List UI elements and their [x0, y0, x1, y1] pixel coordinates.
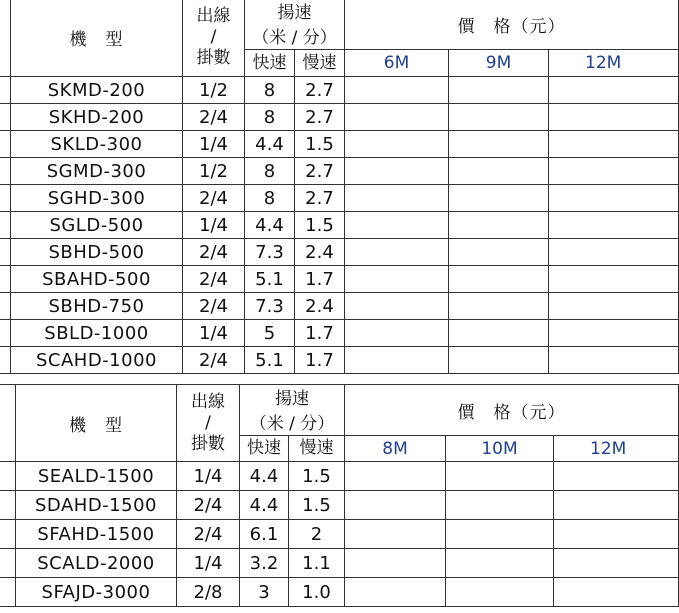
ratio-cell: 1/2 — [183, 77, 245, 104]
model-cell: SGHD-300 — [11, 185, 183, 212]
left-edge-cell — [0, 520, 16, 549]
left-edge-cell — [0, 491, 16, 520]
left-edge-cell — [0, 212, 11, 239]
left-edge-cell — [0, 131, 11, 158]
price-cell-2 — [449, 212, 549, 239]
price-cell-3 — [554, 520, 679, 549]
model-cell: SEALD-1500 — [16, 462, 177, 491]
ratio-cell: 1/2 — [183, 158, 245, 185]
outlet-header-line1: 出線 — [191, 391, 225, 412]
table-row — [0, 185, 679, 212]
model-cell: SKMD-200 — [11, 77, 183, 104]
fast-speed-cell: 4.4 — [245, 212, 295, 239]
length-header-3: 12M — [554, 436, 679, 462]
length-header-2: 9M — [449, 50, 549, 77]
price-cell-2 — [449, 320, 549, 347]
price-cell-3 — [549, 212, 679, 239]
left-edge-cell — [0, 462, 16, 491]
slow-speed-cell: 1.5 — [289, 491, 345, 520]
model-cell: SBHD-750 — [11, 293, 183, 320]
table2-body — [0, 462, 679, 607]
outlet-header — [183, 0, 245, 77]
model-cell: SCALD-2000 — [16, 549, 177, 578]
price-cell-1 — [345, 578, 446, 607]
table-row — [0, 212, 679, 239]
ratio-cell: 2/4 — [183, 347, 245, 374]
price-cell-3 — [554, 462, 679, 491]
model-cell: SGLD-500 — [11, 212, 183, 239]
table-row — [0, 131, 679, 158]
price-cell-1 — [345, 212, 449, 239]
slow-speed-cell: 2.7 — [295, 185, 345, 212]
outlet-header-line2: / — [205, 412, 211, 433]
ratio-cell: 1/4 — [183, 212, 245, 239]
fast-speed-cell: 5 — [245, 320, 295, 347]
ratio-cell: 2/4 — [183, 104, 245, 131]
fast-speed-cell: 8 — [245, 104, 295, 131]
price-cell-1 — [345, 185, 449, 212]
left-edge-cell — [0, 266, 11, 293]
slow-speed-cell: 1.5 — [295, 131, 345, 158]
model-cell: SBHD-500 — [11, 239, 183, 266]
price-cell-3 — [549, 158, 679, 185]
outlet-header-line3: 掛數 — [196, 48, 231, 68]
ratio-cell: 1/4 — [183, 131, 245, 158]
fast-speed-cell: 5.1 — [245, 266, 295, 293]
length-header-3: 12M — [549, 50, 679, 77]
fast-speed-cell: 5.1 — [245, 347, 295, 374]
ratio-cell: 2/4 — [177, 520, 240, 549]
fast-header: 快速 — [240, 436, 289, 462]
slow-speed-cell: 1.7 — [295, 266, 345, 293]
price-cell-1 — [345, 491, 446, 520]
price-cell-2 — [446, 578, 554, 607]
price-cell-3 — [554, 578, 679, 607]
model-cell: SGMD-300 — [11, 158, 183, 185]
slow-header: 慢速 — [295, 50, 345, 77]
model-header: 機 型 — [16, 385, 177, 462]
ratio-cell: 1/4 — [183, 320, 245, 347]
price-cell-2 — [449, 266, 549, 293]
fast-speed-cell: 8 — [245, 158, 295, 185]
price-cell-3 — [549, 239, 679, 266]
length-header-1: 8M — [345, 436, 446, 462]
table-row — [0, 347, 679, 374]
table-row — [0, 293, 679, 320]
price-header: 價 格（元） — [345, 0, 679, 50]
price-header: 價 格（元） — [345, 385, 679, 436]
price-cell-2 — [446, 462, 554, 491]
table-row — [0, 462, 679, 491]
price-cell-2 — [449, 239, 549, 266]
price-cell-2 — [446, 549, 554, 578]
fast-speed-cell: 6.1 — [240, 520, 289, 549]
left-edge-cell — [0, 578, 16, 607]
price-cell-1 — [345, 347, 449, 374]
outlet-header — [177, 385, 240, 462]
price-cell-3 — [549, 347, 679, 374]
model-cell: SKLD-300 — [11, 131, 183, 158]
model-cell: SBAHD-500 — [11, 266, 183, 293]
left-edge-cell — [0, 158, 11, 185]
price-cell-3 — [549, 293, 679, 320]
slow-speed-cell: 1.5 — [295, 212, 345, 239]
slow-speed-cell: 2 — [289, 520, 345, 549]
model-cell: SCAHD-1000 — [11, 347, 183, 374]
price-cell-1 — [345, 131, 449, 158]
fast-speed-cell: 4.4 — [245, 131, 295, 158]
model-cell: SDAHD-1500 — [16, 491, 177, 520]
ratio-cell: 2/8 — [177, 578, 240, 607]
speed-unit-header: （米 / 分） — [245, 28, 345, 50]
left-edge-cell — [0, 549, 16, 578]
fast-speed-cell: 3 — [240, 578, 289, 607]
fast-header: 快速 — [245, 50, 295, 77]
price-cell-1 — [345, 104, 449, 131]
table-row — [0, 491, 679, 520]
lift-speed-header: 揚速 — [245, 0, 345, 28]
table-row — [0, 520, 679, 549]
slow-speed-cell: 1.7 — [295, 347, 345, 374]
ratio-cell: 2/4 — [183, 239, 245, 266]
ratio-cell: 1/4 — [177, 549, 240, 578]
price-cell-1 — [345, 320, 449, 347]
outlet-header-line1: 出線 — [196, 6, 231, 26]
model-cell: SFAJD-3000 — [16, 578, 177, 607]
length-header-1: 6M — [345, 50, 449, 77]
price-cell-3 — [549, 104, 679, 131]
price-cell-3 — [549, 185, 679, 212]
table-row — [0, 158, 679, 185]
price-cell-1 — [345, 520, 446, 549]
left-edge-cell — [0, 239, 11, 266]
ratio-cell: 2/4 — [177, 491, 240, 520]
model-cell: SBLD-1000 — [11, 320, 183, 347]
fast-speed-cell: 8 — [245, 185, 295, 212]
slow-speed-cell: 2.7 — [295, 77, 345, 104]
price-cell-2 — [446, 491, 554, 520]
lift-speed-header: 揚速 — [240, 385, 345, 414]
fast-speed-cell: 4.4 — [240, 462, 289, 491]
ratio-cell: 1/4 — [177, 462, 240, 491]
table-row — [0, 320, 679, 347]
slow-speed-cell: 2.4 — [295, 239, 345, 266]
price-cell-3 — [549, 77, 679, 104]
slow-speed-cell: 1.1 — [289, 549, 345, 578]
price-cell-1 — [345, 462, 446, 491]
price-cell-3 — [549, 266, 679, 293]
ratio-cell: 2/4 — [183, 293, 245, 320]
model-header: 機 型 — [11, 0, 183, 77]
ratio-cell: 2/4 — [183, 266, 245, 293]
price-cell-2 — [449, 77, 549, 104]
price-table-2 — [0, 384, 679, 607]
outlet-header-line2: / — [210, 27, 217, 47]
price-cell-1 — [345, 77, 449, 104]
slow-speed-cell: 1.5 — [289, 462, 345, 491]
price-cell-1 — [345, 158, 449, 185]
price-cell-1 — [345, 266, 449, 293]
model-cell: SFAHD-1500 — [16, 520, 177, 549]
price-cell-2 — [449, 185, 549, 212]
fast-speed-cell: 4.4 — [240, 491, 289, 520]
outlet-header-line3: 掛數 — [191, 433, 225, 454]
length-header-2: 10M — [446, 436, 554, 462]
slow-speed-cell: 1.7 — [295, 320, 345, 347]
price-cell-2 — [449, 131, 549, 158]
slow-speed-cell: 2.7 — [295, 104, 345, 131]
price-cell-2 — [449, 104, 549, 131]
price-cell-3 — [554, 491, 679, 520]
ratio-cell: 2/4 — [183, 185, 245, 212]
table-row — [0, 578, 679, 607]
price-cell-3 — [554, 549, 679, 578]
price-cell-2 — [449, 293, 549, 320]
left-edge-cell — [0, 385, 16, 462]
price-cell-2 — [449, 158, 549, 185]
slow-speed-cell: 2.4 — [295, 293, 345, 320]
slow-speed-cell: 1.0 — [289, 578, 345, 607]
left-edge-cell — [0, 320, 11, 347]
model-cell: SKHD-200 — [11, 104, 183, 131]
speed-unit-header: （米 / 分） — [240, 414, 345, 436]
fast-speed-cell: 7.3 — [245, 239, 295, 266]
table-row — [0, 104, 679, 131]
left-edge-cell — [0, 104, 11, 131]
price-cell-1 — [345, 293, 449, 320]
left-edge-cell — [0, 77, 11, 104]
slow-header: 慢速 — [289, 436, 345, 462]
table-row — [0, 266, 679, 293]
price-cell-3 — [549, 131, 679, 158]
left-edge-cell — [0, 185, 11, 212]
slow-speed-cell: 2.7 — [295, 158, 345, 185]
table1-body — [0, 77, 679, 374]
fast-speed-cell: 7.3 — [245, 293, 295, 320]
price-cell-3 — [549, 320, 679, 347]
price-cell-1 — [345, 549, 446, 578]
fast-speed-cell: 3.2 — [240, 549, 289, 578]
price-cell-2 — [446, 520, 554, 549]
fast-speed-cell: 8 — [245, 77, 295, 104]
left-edge-cell — [0, 0, 11, 77]
left-edge-cell — [0, 347, 11, 374]
price-cell-2 — [449, 347, 549, 374]
table-row — [0, 549, 679, 578]
left-edge-cell — [0, 293, 11, 320]
table-row — [0, 239, 679, 266]
price-cell-1 — [345, 239, 449, 266]
table-row — [0, 77, 679, 104]
